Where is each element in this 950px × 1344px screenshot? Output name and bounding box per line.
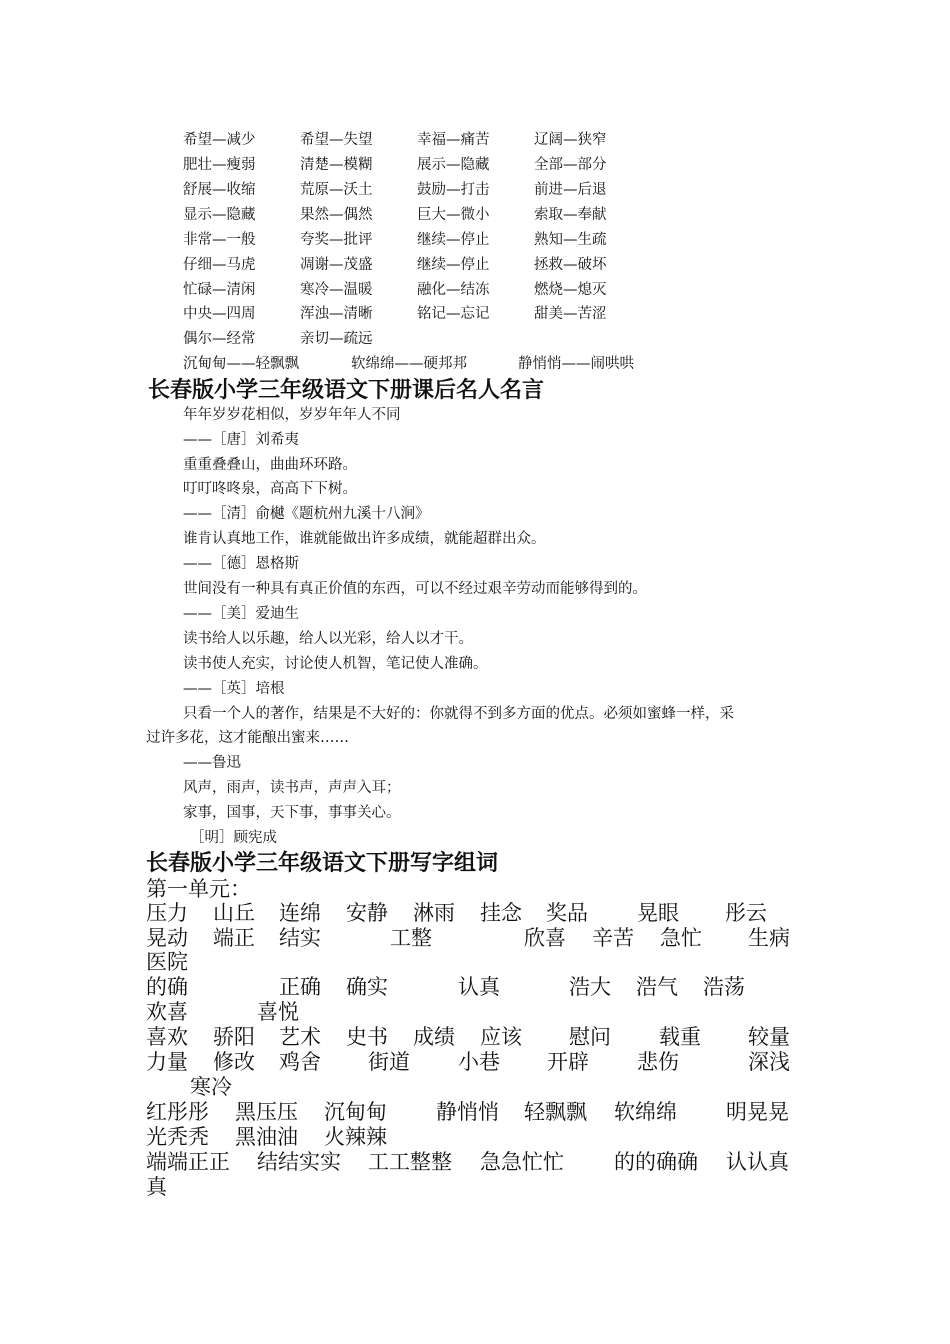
- word: 的确: [146, 975, 188, 999]
- word: 沉甸甸: [324, 1100, 387, 1124]
- word: 的的确确: [614, 1150, 698, 1174]
- word: 辛苦: [592, 926, 634, 950]
- antonym-pair: 仔细—马虎: [183, 257, 256, 273]
- word: 鸡舍: [279, 1050, 321, 1074]
- word: 红彤彤: [146, 1100, 209, 1124]
- word: 悲伤: [637, 1050, 679, 1074]
- quote-line: 风声，雨声，读书声，声声入耳；: [183, 780, 401, 796]
- quote-line: 只看一个人的著作，结果是不大好的：你就得不到多方面的优点。必须如蜜蜂一样，采: [183, 706, 734, 722]
- word: 工整: [390, 926, 432, 950]
- word: 真: [146, 1175, 167, 1199]
- word: 黑油油: [235, 1125, 298, 1149]
- quote-line: 年年岁岁花相似，岁岁年年人不同: [183, 407, 401, 423]
- word: 欣喜: [524, 926, 566, 950]
- word: 艺术: [279, 1025, 321, 1049]
- antonym-pair: 巨大—微小: [417, 207, 490, 223]
- antonym-pair: 荒原—沃土: [300, 182, 373, 198]
- word: 生病: [748, 926, 790, 950]
- antonym-pair: 凋谢—茂盛: [300, 257, 373, 273]
- word: 开辟: [547, 1050, 589, 1074]
- word: 应该: [480, 1025, 522, 1049]
- antonym-pair: 熟知—生疏: [534, 232, 607, 248]
- word: 端正: [213, 926, 255, 950]
- quote-author: ——［英］培根: [183, 681, 285, 697]
- antonym-pair: 中央—四周: [183, 306, 256, 322]
- quote-author: ——［唐］刘希夷: [183, 432, 299, 448]
- quote-line: 谁肯认真地工作，谁就能做出许多成绩，就能超群出众。: [183, 531, 546, 547]
- antonym-pair: 燃烧—熄灭: [534, 282, 607, 298]
- antonym-pair: 显示—隐藏: [183, 207, 256, 223]
- quote-line: 重重叠叠山，曲曲环环路。: [183, 457, 357, 473]
- word: 欢喜: [146, 1000, 188, 1024]
- word: 光秃秃: [146, 1125, 209, 1149]
- antonym-pair: 幸福—痛苦: [417, 132, 490, 148]
- word: 压力: [146, 901, 188, 925]
- quote-line: 世间没有一种具有真正价值的东西，可以不经过艰辛劳动而能够得到的。: [183, 581, 647, 597]
- antonym-pair: 融化—结冻: [417, 282, 490, 298]
- word: 黑压压: [235, 1100, 298, 1124]
- antonym-pair: 全部—部分: [534, 157, 607, 173]
- antonym-pair: 希望—减少: [183, 132, 256, 148]
- antonym-pair: 舒展—收缩: [183, 182, 256, 198]
- word: 修改: [213, 1050, 255, 1074]
- antonym-pair: 亲切—疏远: [300, 331, 373, 347]
- word: 结结实实: [257, 1150, 341, 1174]
- quote-line: 读书使人充实，讨论使人机智，笔记使人准确。: [183, 656, 488, 672]
- word: 连绵: [279, 901, 321, 925]
- word: 急急忙忙: [480, 1150, 564, 1174]
- word: 喜悦: [257, 1000, 299, 1024]
- word: 彤云: [725, 901, 767, 925]
- antonym-pair: 浑浊—清晰: [300, 306, 373, 322]
- antonym-pair: 希望—失望: [300, 132, 373, 148]
- antonym-pair: 继续—停止: [417, 232, 490, 248]
- word: 史书: [346, 1025, 388, 1049]
- word: 浩大: [569, 975, 611, 999]
- section-title-words: 长春版小学三年级语文下册写字组词: [146, 851, 499, 876]
- antonym-pair: 寒冷—温暖: [300, 282, 373, 298]
- unit-label: 第一单元：: [146, 877, 251, 901]
- word: 力量: [146, 1050, 188, 1074]
- antonym-pair: 清楚—模糊: [300, 157, 373, 173]
- word: 深浅: [748, 1050, 790, 1074]
- antonym-pair: 前进—后退: [534, 182, 607, 198]
- word: 较量: [748, 1025, 790, 1049]
- word: 载重: [659, 1025, 701, 1049]
- word: 浩气: [636, 975, 678, 999]
- quote-author: ——［清］俞樾《题杭州九溪十八涧》: [183, 506, 430, 522]
- antonym-pair: 鼓励—打击: [417, 182, 490, 198]
- word: 晃眼: [637, 901, 679, 925]
- quote-author: ——鲁迅: [183, 755, 241, 771]
- antonym-pair: 索取—奉献: [534, 207, 607, 223]
- antonym-pair: 铭记—忘记: [417, 306, 490, 322]
- antonym-pair: 软绵绵——硬邦邦: [351, 356, 467, 372]
- word: 认真: [458, 975, 500, 999]
- word: 慰问: [569, 1025, 611, 1049]
- word: 挂念: [480, 901, 522, 925]
- word: 骄阳: [213, 1025, 255, 1049]
- quote-line: 叮叮咚咚泉，高高下下树。: [183, 481, 357, 497]
- word: 软绵绵: [614, 1100, 677, 1124]
- word: 火辣辣: [324, 1125, 387, 1149]
- quote-line: 读书给人以乐趣，给人以光彩，给人以才干。: [183, 631, 473, 647]
- antonym-pair: 继续—停止: [417, 257, 490, 273]
- word: 轻飘飘: [524, 1100, 587, 1124]
- word: 安静: [346, 901, 388, 925]
- antonym-pair: 拯救—破坏: [534, 257, 607, 273]
- antonym-pair: 肥壮—瘦弱: [183, 157, 256, 173]
- word: 静悄悄: [436, 1100, 499, 1124]
- word: 晃动: [146, 926, 188, 950]
- antonym-pair: 沉甸甸——轻飘飘: [183, 356, 299, 372]
- word: 喜欢: [146, 1025, 188, 1049]
- word: 浩荡: [703, 975, 745, 999]
- word: 明晃晃: [726, 1100, 789, 1124]
- antonym-pair: 偶尔—经常: [183, 331, 256, 347]
- word: 医院: [146, 950, 188, 974]
- quote-line-continued: 过许多花，这才能酿出蜜来……: [146, 730, 349, 746]
- word: 小巷: [458, 1050, 500, 1074]
- word: 端端正正: [146, 1150, 230, 1174]
- antonym-pair: 非常—一般: [183, 232, 256, 248]
- antonym-pair: 夸奖—批评: [300, 232, 373, 248]
- antonym-pair: 静悄悄——闹哄哄: [518, 356, 634, 372]
- antonym-pair: 果然—偶然: [300, 207, 373, 223]
- word: 成绩: [413, 1025, 455, 1049]
- word: 急忙: [660, 926, 702, 950]
- word: 结实: [279, 926, 321, 950]
- word: 认认真: [726, 1150, 789, 1174]
- word: 山丘: [213, 901, 255, 925]
- quote-author: ——［美］爱迪生: [183, 606, 299, 622]
- quote-line: 家事，国事，天下事，事事关心。: [183, 805, 401, 821]
- word: 工工整整: [368, 1150, 452, 1174]
- section-title-quotes: 长春版小学三年级语文下册课后名人名言: [148, 378, 545, 403]
- quote-author: ［明］顾宪成: [190, 830, 277, 846]
- antonym-pair: 甜美—苦涩: [534, 306, 607, 322]
- word: 正确: [279, 975, 321, 999]
- word: 淋雨: [413, 901, 455, 925]
- antonym-pair: 忙碌—清闲: [183, 282, 256, 298]
- quote-author: ——［德］恩格斯: [183, 556, 299, 572]
- antonym-pair: 展示—隐藏: [417, 157, 490, 173]
- word: 街道: [368, 1050, 410, 1074]
- word: 确实: [346, 975, 388, 999]
- antonym-pair: 辽阔—狭窄: [534, 132, 607, 148]
- word: 寒冷: [190, 1075, 232, 1099]
- word: 奖品: [546, 901, 588, 925]
